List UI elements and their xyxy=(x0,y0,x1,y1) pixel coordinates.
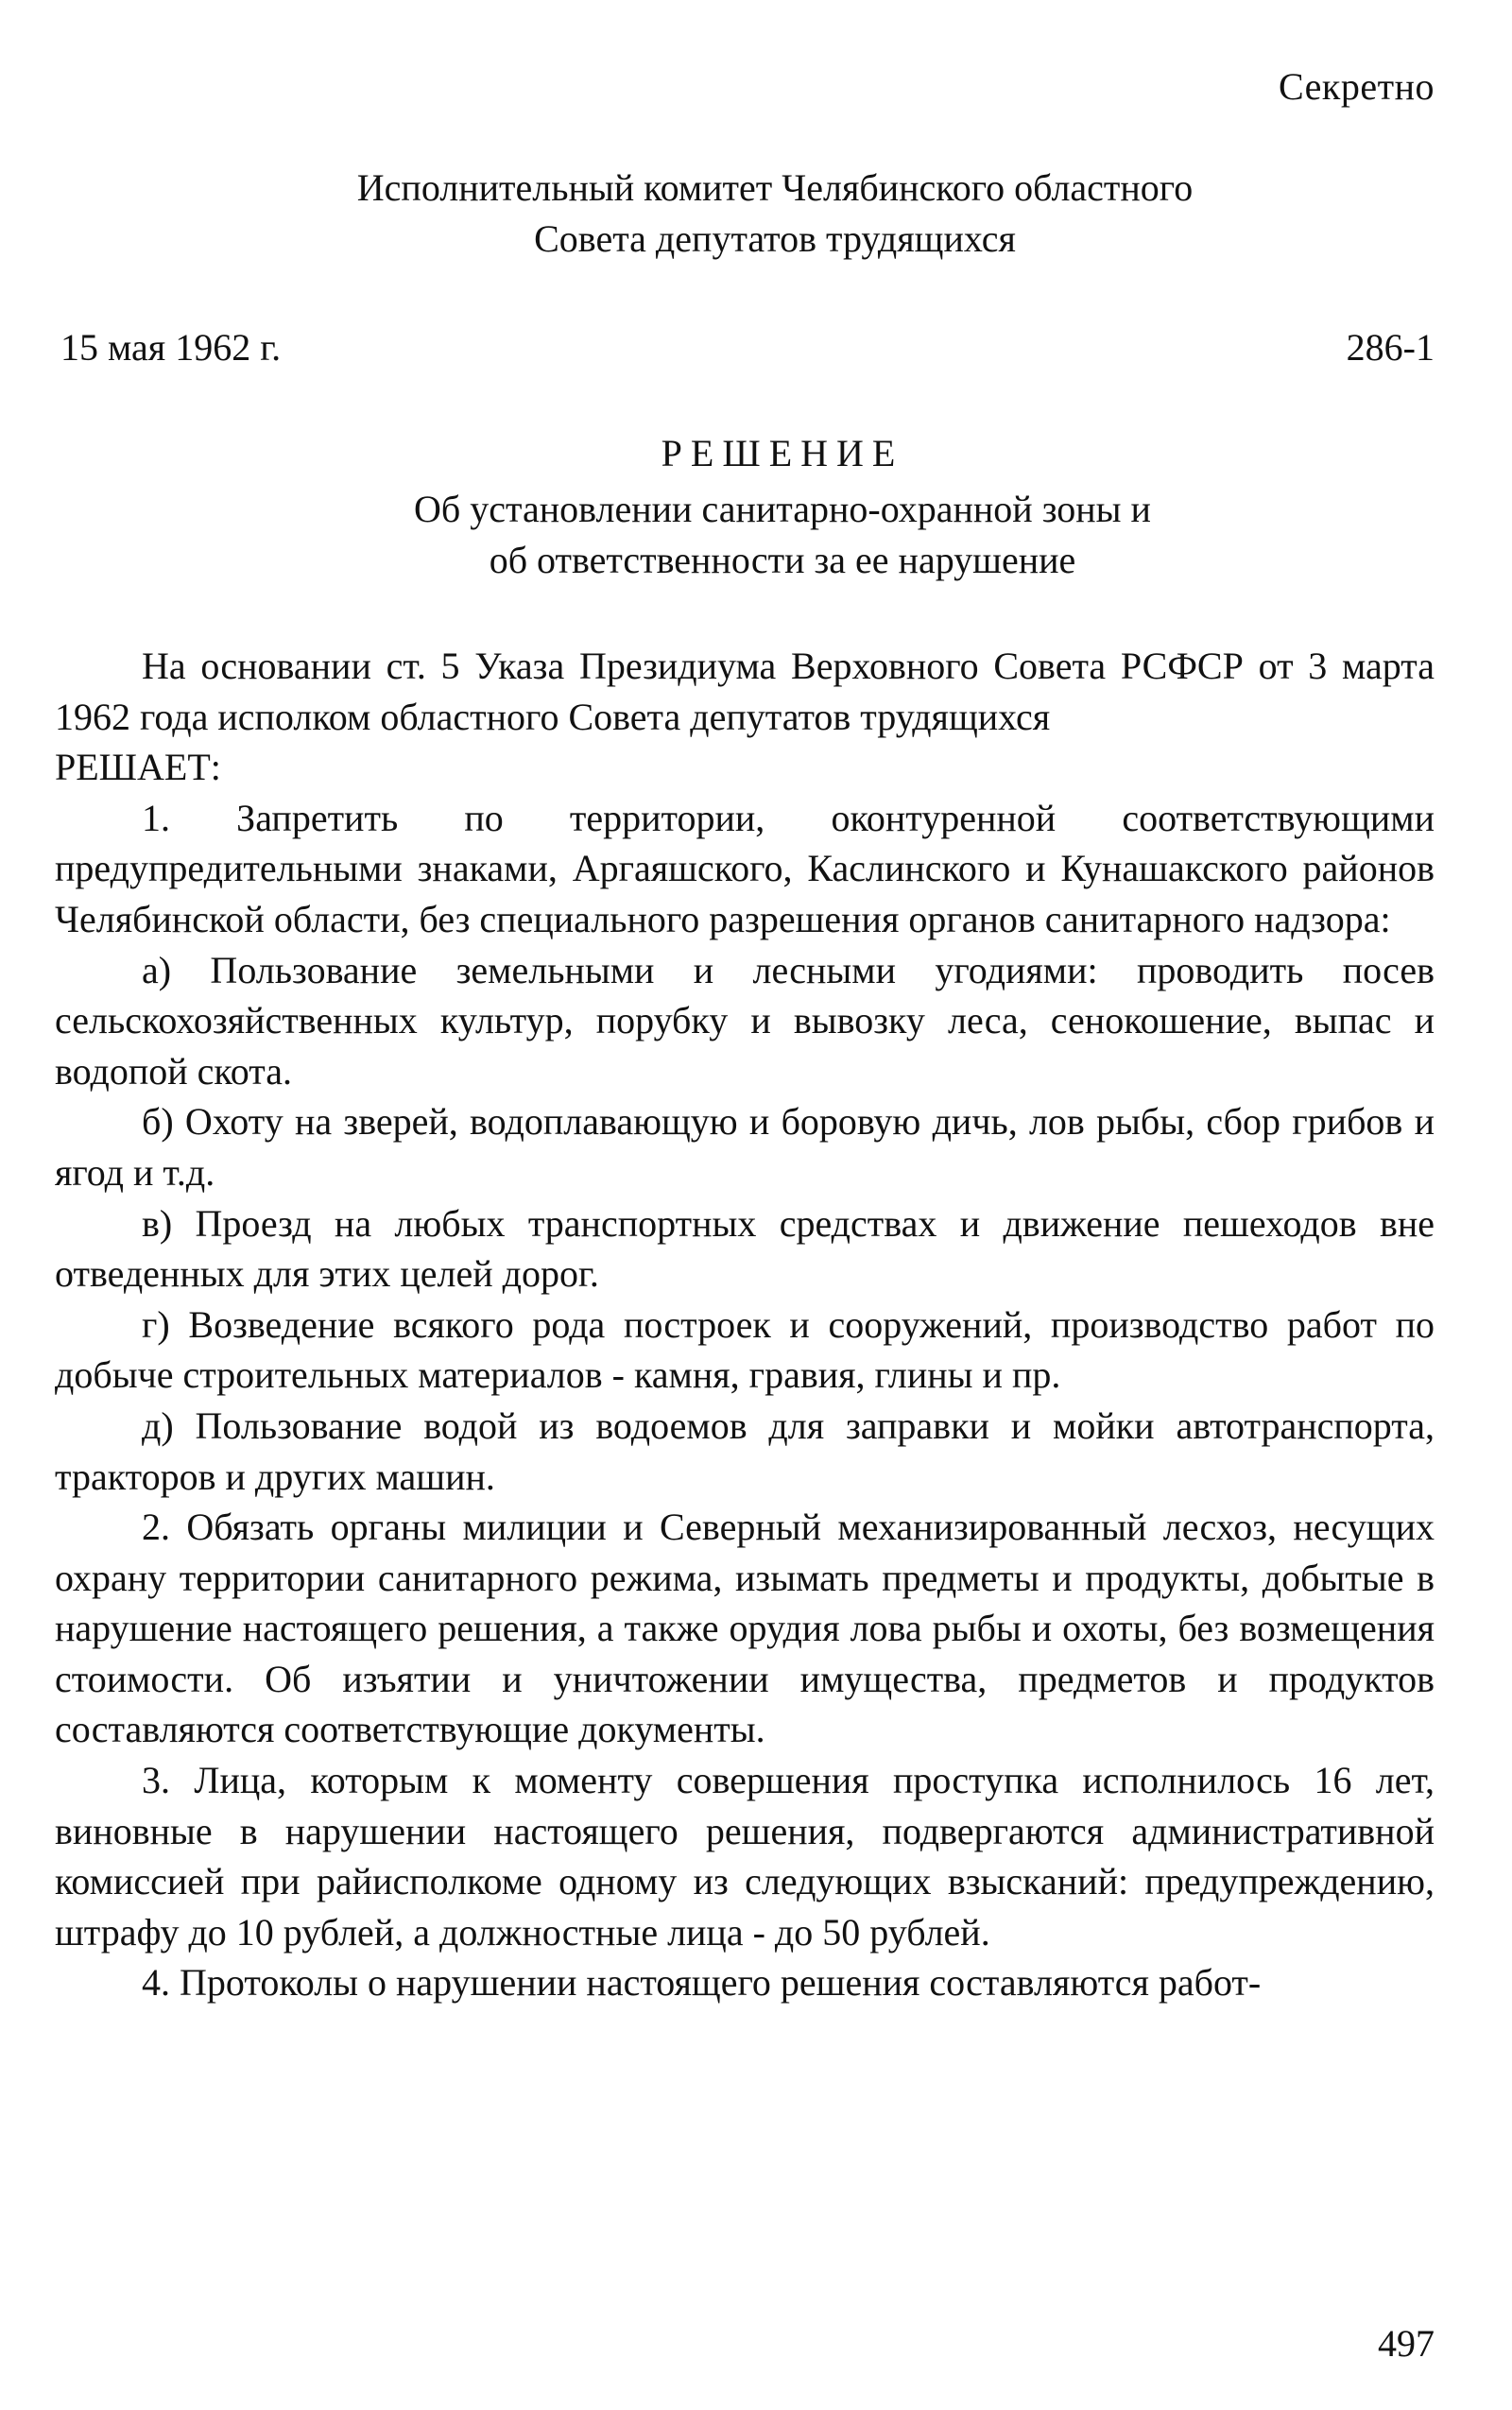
document-body xyxy=(55,641,1435,2008)
document-number: 286-1 xyxy=(1346,326,1435,369)
item-1b: б) Охоту на зверей, водоплавающую и боровую дичь, лов рыбы, сбор грибов и ягод и т.д. xyxy=(55,1100,1435,1194)
item-1: 1. Запретить по территории, оконтуренной соответствующими предупредительными знаками, Аргаяшского, Каслинского и Кунашакского районов Челябинской области, без специального разрешения органов санитарного надзора: xyxy=(55,796,1435,940)
preamble-paragraph: На основании ст. 5 Указа Президиума Верховного Совета РСФСР от 3 марта 1962 года исполком областного Совета депутатов трудящихся xyxy=(55,645,1435,738)
issuer-line-2: Совета депутатов трудящихся xyxy=(534,217,1016,260)
item-1a: а) Пользование земельными и лесными угодиями: проводить посев сельскохозяйственных культур, порубку и вывозку леса, сенокошение, выпас и водопой скота. xyxy=(55,948,1435,1093)
decides-label: РЕШАЕТ: xyxy=(55,746,221,789)
document-type-heading: РЕШЕНИЕ xyxy=(661,432,904,474)
document-date: 15 мая 1962 г. xyxy=(60,326,282,369)
issuer-block xyxy=(0,163,1512,265)
item-1e: д) Пользование водой из водоемов для заправки и мойки автотранспорта, тракторов и других машин. xyxy=(55,1403,1435,1498)
item-1c: в) Проезд на любых транспортных средствах и движение пешеходов вне отведенных для этих целей дорог. xyxy=(55,1201,1435,1296)
document-subject xyxy=(0,484,1512,586)
item-3: 3. Лица, которым к моменту совершения проступка исполнилось 16 лет, виновные в нарушении настоящего решения, подвергаются административной комиссией при райисполкоме одному из следующих взысканий: предупреждению, штрафу до 10 рублей, а должностные лица - до 50 рублей. xyxy=(55,1759,1435,1954)
subject-line-1: Об установлении санитарно-охранной зоны и xyxy=(414,488,1151,530)
item-1d: г) Возведение всякого рода построек и сооружений, производство работ по добыче строительных материалов - камня, гравия, глины и пр. xyxy=(55,1302,1435,1397)
issuer-line-1: Исполнительный комитет Челябинского областного xyxy=(356,166,1194,209)
item-2: 2. Обязать органы милиции и Северный механизированный лесхоз, несущих охрану территории санитарного режима, изымать предметы и продукты, добытые в нарушение настоящего решения, а также орудия лова рыбы и охоты, без возмещения стоимости. Об изъятии и уничтожении имущества, предметов и продуктов составляются соответствующие документы. xyxy=(55,1506,1435,1751)
classification-mark: Секретно xyxy=(1279,65,1435,108)
item-4: 4. Протоколы о нарушении настоящего решения составляются работ- xyxy=(142,1961,1262,2005)
page-number: 497 xyxy=(1378,2322,1435,2365)
subject-line-2: об ответственности за ее нарушение xyxy=(489,539,1076,581)
